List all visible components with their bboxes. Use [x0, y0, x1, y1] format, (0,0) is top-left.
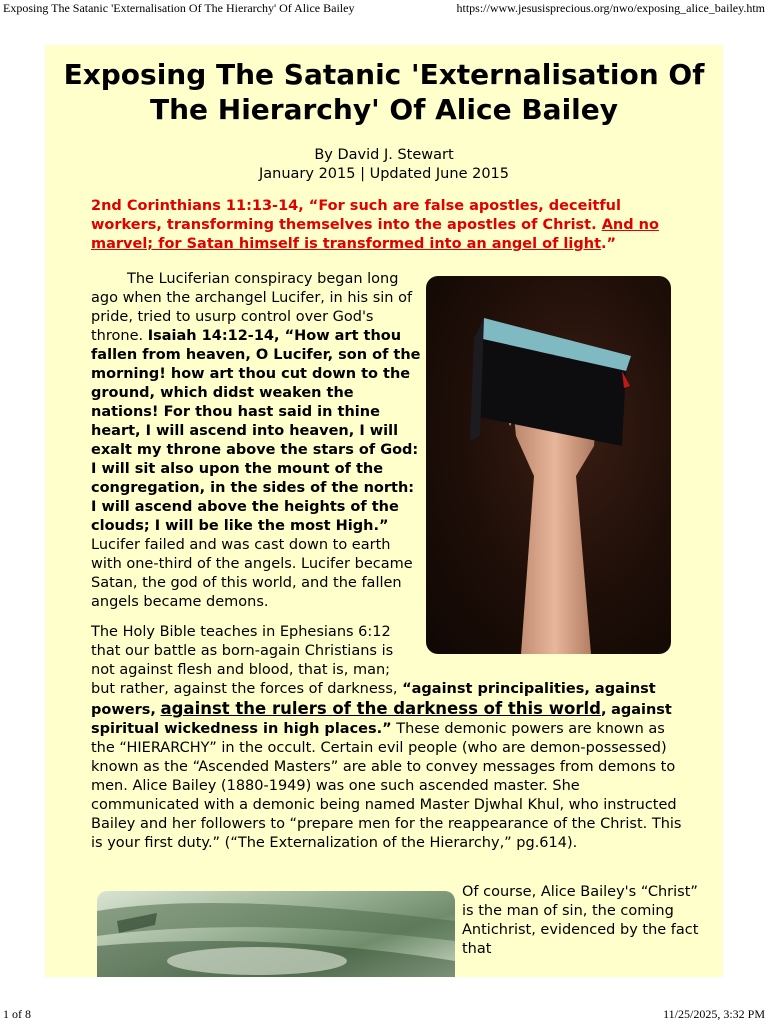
article-page [45, 45, 723, 977]
dollar-bill-photo [97, 891, 455, 977]
p1-isaiah-quote: Isaiah 14:12-14, “How art thou fallen from heaven, O Lucifer, son of the morning! how art thou cut down to the ground, which didst weaken the nations! For thou hast said in thine heart, I will ascend into heaven, I will exalt my throne above the stars of God: I will sit also upon the mount of the congregation, in the sides of the north: I will ascend above the heights of the clouds; I will be like the most High.” [91, 328, 421, 534]
print-header-title: Exposing The Satanic 'Externalisation Of The Hierarchy' Of Alice Bailey [3, 1, 355, 15]
paragraph-ephesians-start: The Holy Bible teaches in Ephesians 6:12 that our battle as born-again Christians is not against flesh and blood, that is, man; [91, 624, 394, 678]
p2-quote-end: against spiritual wickedness in high places.” [91, 702, 672, 737]
verse-end: .” [601, 236, 617, 252]
p2-quote-underlined: against the rulers of the darkness of this world [160, 699, 601, 718]
verse-underlined: And no marvel; for Satan himself is transformed into an angel of light [91, 217, 659, 252]
page-number: 1 of 8 [3, 1007, 31, 1021]
publish-date: January 2015 | Updated June 2015 [259, 166, 509, 182]
article-title: Exposing The Satanic 'Externalisation Of The Hierarchy' Of Alice Bailey [63, 58, 705, 126]
byline [45, 146, 723, 184]
p2-lead: but rather, against the forces of darkness, [91, 681, 398, 697]
scripture-verse [91, 197, 691, 254]
p1-intro: The Luciferian conspiracy began long ago when the archangel Lucifer, in his sin of pride, tried to usurp control over God's throne. [91, 271, 413, 344]
paragraph-antichrist: Of course, Alice Bailey's “Christ” is the man of sin, the coming Antichrist, evidenced by the fact that [462, 884, 699, 957]
print-timestamp: 11/25/2025, 3:32 PM [663, 1007, 765, 1021]
print-footer [0, 1008, 768, 1024]
raised-hand-bible-photo [426, 276, 671, 654]
p1-rest: Lucifer failed and was cast down to earth with one-third of the angels. Lucifer became Satan, the god of this world, and the fallen angels became demons. [91, 537, 413, 610]
dollar-bill-illustration [97, 891, 455, 977]
p2-rest: These demonic powers are known as the “HIERARCHY” in the occult. Certain evil people (who are demon-possessed) known as the “Ascended Masters” are able to convey messages from demons to men. Alice Bailey (1880-1949) was one such ascended master. She communicated with a demonic being named Master Djwhal Khul, who instructed Bailey and her followers to “prepare men for the reappearance of the Christ. This is your first duty.” (“The Externalization of the Hierarchy,” pg.614). [91, 721, 682, 851]
print-header [0, 0, 768, 16]
p2-quote-start: “against principalities, against powers, [91, 681, 656, 718]
print-header-url[interactable]: https://www.jesusisprecious.org/nwo/exposing_alice_bailey.htm [456, 1, 765, 15]
author: By David J. Stewart [314, 147, 454, 163]
verse-lead: 2nd Corinthians 11:13-14, “For such are false apostles, deceitful workers, transforming themselves into the apostles of Christ. [91, 198, 621, 233]
paragraph-ephesians-continued: but rather, against the forces of darkness, “against principalities, against powers, against the rulers of the darkness of this world, against spiritual wickedness in high places.” These demonic powers are known as the “HIERARCHY” in the occult. Certain evil people (who are demon-possessed) known as the “Ascended Masters” are able to convey messages from demons to men. Alice Bailey (1880-1949) was one such ascended master. She communicated with a demonic being named Master Djwhal Khul, who instructed Bailey and her followers to “prepare men for the reappearance of the Christ. This is your first duty.” (“The Externalization of the Hierarchy,” pg.614). [91, 681, 682, 851]
paragraph-lucifer [91, 270, 421, 612]
raised-hand-bible-illustration [426, 276, 671, 654]
